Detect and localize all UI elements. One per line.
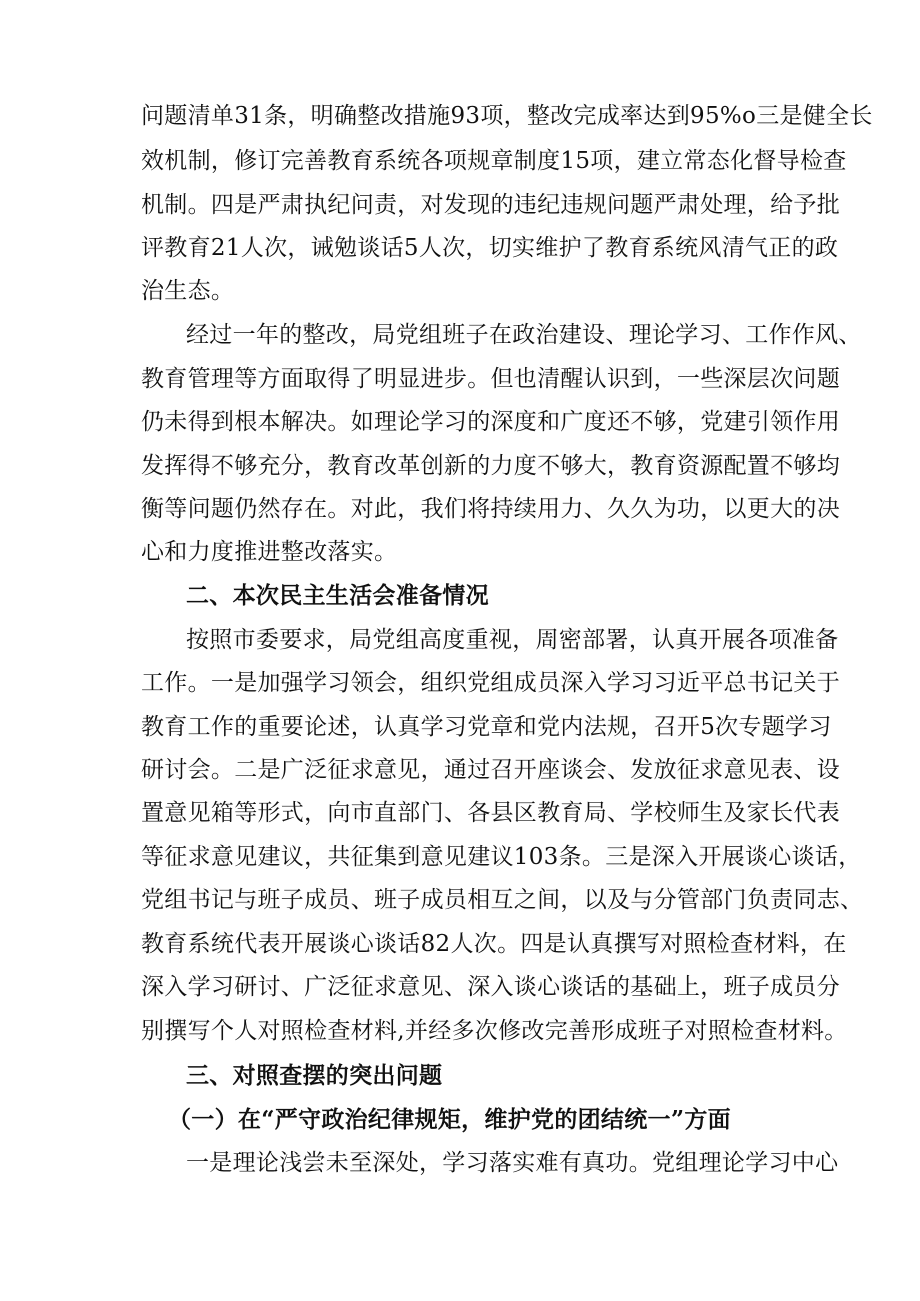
body-text-line: 等征求意见建议，共征集到意见建议103条。三是深入开展谈心谈话，	[141, 844, 862, 870]
body-text-line: 置意见箱等形式，向市直部门、各县区教育局、学校师生及家长代表	[141, 800, 840, 826]
body-text-line: 问题清单31条，明确整改措施93项，整改完成率达到95%o三是健全长	[141, 103, 873, 129]
body-text-line: 别撰写个人对照检查材料,并经多次修改完善形成班子对照检查材料。	[141, 1018, 848, 1044]
body-text-line: 心和力度推进整改落实。	[141, 539, 398, 565]
paragraph-first-line: 一是理论浅尝未至深处，学习落实难有真功。党组理论学习中心	[186, 1150, 839, 1176]
body-text-line: 教育工作的重要论述，认真学习党章和党内法规，召开5次专题学习	[141, 714, 832, 740]
section-heading-3: 三、对照查摆的突出问题	[186, 1062, 443, 1089]
body-text-line: 衡等问题仍然存在。对此，我们将持续用力、久久为功，以更大的决	[141, 496, 840, 522]
body-text-line: 治生态。	[141, 278, 235, 304]
body-text-line: 评教育21人次，诫勉谈话5人次，切实维护了教育系统风清气正的政	[141, 235, 839, 261]
body-text-line: 深入学习研讨、广泛征求意见、深入谈心谈话的基础上，班子成员分	[141, 974, 840, 1000]
body-text-line: 工作。一是加强学习领会，组织党组成员深入学习习近平总书记关于	[141, 670, 840, 696]
body-text-line: 党组书记与班子成员、班子成员相互之间，以及与分管部门负责同志、	[141, 887, 864, 913]
body-text-line: 教育管理等方面取得了明显进步。但也清醒认识到，一些深层次问题	[141, 366, 840, 392]
section-heading-2: 二、本次民主生活会准备情况	[186, 582, 489, 609]
sub-heading-1: （一）在“严守政治纪律规矩，维护党的团结统一”方面	[168, 1106, 731, 1133]
body-text-line: 仍未得到根本解决。如理论学习的深度和广度还不够，党建引领作用	[141, 409, 840, 435]
paragraph-first-line: 经过一年的整改，局党组班子在政治建设、理论学习、工作作风、	[186, 322, 862, 348]
body-text-line: 教育系统代表开展谈心谈话82人次。四是认真撰写对照检查材料，在	[141, 931, 847, 957]
body-text-line: 研讨会。二是广泛征求意见，通过召开座谈会、发放征求意见表、设	[141, 757, 840, 783]
body-text-line: 效机制，修订完善教育系统各项规章制度15项，建立常态化督导检查	[141, 148, 847, 174]
paragraph-first-line: 按照市委要求，局党组高度重视，周密部署，认真开展各项准备	[186, 627, 839, 653]
body-text-line: 机制。四是严肃执纪问责，对发现的违纪违规问题严肃处理，给予批	[141, 192, 840, 218]
body-text-line: 发挥得不够充分，教育改革创新的力度不够大，教育资源配置不够均	[141, 453, 840, 479]
